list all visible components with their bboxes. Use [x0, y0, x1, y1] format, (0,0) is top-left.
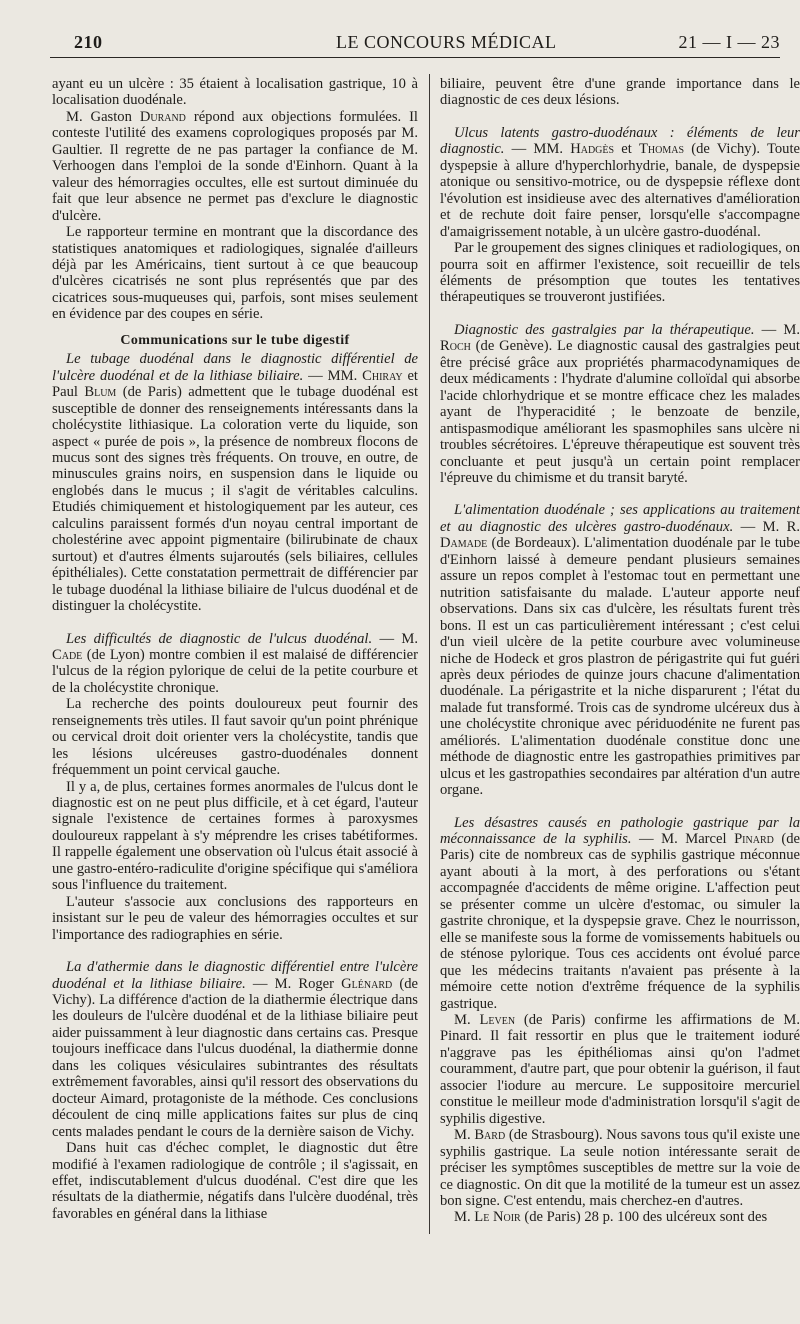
author-name: Glénard — [341, 975, 393, 992]
paragraph: M. Gaston Durand répond aux objections formulées. Il conteste l'utilité des examens coprologiques proposés par M. Gaultier. Il regrette de ne pas partager la confiance de M. Verhoogen dans l'emploi de la sonde d'Einhorn. Quant à la valeur des hémorragies occultes, elle est surtout diminuée du fait que leur absence ne permet pas d'exclure le diagnostic d'ulcère. — [52, 108, 418, 224]
paragraph: Le rapporteur termine en montrant que la discordance des statistiques anatomiques et radiologiques, signalée d'ailleurs déjà par les Américains, tient surtout à ce que beaucoup d'ulcères cicatrisés ne sont plus représentés que par des cicatrices sous-muqueuses qui, parfois, sont mises seulement en évidence par des coupes en série. — [52, 224, 418, 323]
author-name: Durand — [139, 108, 186, 125]
paragraph: La recherche des points douloureux peut fournir des renseignements très utiles. Il faut savoir qu'un point phrénique ou cervical droit doit orienter vers la cholécystite, tandis que les lésions ulcéreuses gastro-duodénales donnent fréquemment un point cervical gauche. — [52, 696, 418, 779]
page-number: 210 — [74, 32, 103, 52]
journal-title: LE CONCOURS MÉDICAL — [336, 32, 557, 52]
communication-title: Les difficultés de diagnostic de l'ulcus duodénal. — [66, 630, 373, 647]
paragraph: L'alimentation duodénale ; ses applications au traitement et au diagnostic des ulcères gastro-duodénaux. — M. R. Damade (de Bordeaux). L'alimentation duodénale par le tube d'Einhorn laissé à demeure pendant plusieurs semaines assure un repos complet à l'estomac tout en permettant une nutrition satisfaisante du malade. L'auteur apporte neuf observations. Dans six cas d'ulcère, les résultats furent très bons. Il est un cas particulièrement intéressant ; c'est celui d'un vieil ulcère de la petite courbure avec volumineuse niche de Hodeck et gros plastron de périgastrite qui fut guéri après deux périodes de quinze jours chacune d'alimentation duodénale. La périgastrite et la niche disparurent ; l'état du malade fut transformé. Trois cas de syndrome ulcéreux dus à une cholécystite chronique avec périduodénite ne furent pas améliorés. L'alimentation duodénale constitue donc une méthode de diagnostic entre les gastropathies primitives par ulcus et les gastropathies secondaires par altération d'un autre organe. — [440, 502, 800, 799]
column-divider — [429, 74, 430, 1234]
paragraph: Il y a, de plus, certaines formes anormales de l'ulcus dont le diagnostic est on ne peut plus difficile, et à cet égard, l'auteur signale l'existence de certaines formes à paroxysmes douloureux rappelant à s'y méprendre les crises tabétiformes. Il rappelle également une observation où l'ulcus était associé à une gastro-entéro-radiculite d'origine spécifique qui s'améliora sous l'influence du traitement. — [52, 778, 418, 894]
author-name: Blum — [84, 384, 117, 401]
section-heading: Communications sur le tube digestif — [120, 332, 350, 348]
author-name: Bard — [474, 1127, 506, 1144]
author-name: Damade — [440, 535, 488, 552]
paragraph: Les désastres causés en pathologie gastrique par la méconnaissance de la syphilis. — M. Marcel Pinard (de Paris) cite de nombreux cas de syphilis gastrique méconnue ayant abouti à la mort, à des perforations ou s'étant accompagnée d'accidents de même origine. L'affection peut se présenter comme un ulcère d'estomac, ou simuler la gastrite chronique, et la dyspepsie grave. Chez le nourrisson, elle se manifeste sous la forme de vomissements habituels ou de sténose pylorique. Tous ces accidents ont évolué parce que les médecins traitants n'avaient pas présente à la mémoire cette notion d'extrême fréquence de la syphilis gastrique. — [440, 814, 800, 1012]
issue-date: 21 — I — 23 — [678, 32, 780, 52]
paragraph: Les difficultés de diagnostic de l'ulcus duodénal. — M. Cade (de Lyon) montre combien il est malaisé de différencier l'ulcus de la région pylorique de celui de la petite courbure et de la cholécystite chronique. — [52, 630, 419, 696]
author-name: Thomas — [638, 141, 685, 158]
communication-title: Le tubage duodénal dans le diagnostic différentiel de l'ulcère duodénal et de la lithiase biliaire. — [52, 351, 418, 384]
author-name: Le Noir — [474, 1209, 521, 1226]
author-name: Leven — [479, 1012, 516, 1029]
communication-title: L'alimentation duodénale ; ses applications au traitement et au diagnostic des ulcères gastro-duodénaux. — [440, 502, 800, 535]
paragraph: M. Leven (de Paris) confirme les affirmations de M. Pinard. Il fait ressortir en plus que le traitement ioduré n'aggrave pas les épithéliomas ainsi qu'on l'admet couramment, d'autre part, que pour obtenir la guérison, il faut associer l'iodure au mercure. Le suppositoire mercuriel constitue le meilleur mode d'administration lorsqu'il s'agit de syphilis digestive. — [440, 1012, 800, 1127]
communication-title: La d'athermie dans le diagnostic différentiel entre l'ulcère duodénal et la lithiase biliaire. — [52, 959, 418, 992]
author-name: Pinard — [734, 831, 774, 848]
paragraph: Dans huit cas d'échec complet, le diagnostic dut être modifié à l'examen radiologique de contrôle ; il s'agissait, en effet, indiscutablement d'ulcus duodénal. C'est dire que les résultats de la diathermie, négatifs dans l'ulcère duodénal, très favorables en général dans la lithiase — [52, 1140, 418, 1222]
author-name: Roch — [440, 338, 471, 355]
author-name: Chiray — [362, 367, 403, 384]
paragraph: Diagnostic des gastralgies par la thérapeutique. — M. Roch (de Genève). Le diagnostic causal des gastralgies peut être précisé grâce aux propriétés pharmacodynamiques de deux médicaments : l'hydrate d'alumine colloïdal qui absorbe l'acide chlorhydrique et se montre efficace chez les malades ayant de l'hyperacidité ; le benzoate de benzile, antispasmodique améliorant les spasmophiles sans ulcère ni troubles sécrétoires. L'épreuve thérapeutique est souvent très concluante et peut jusqu'à un certain point remplacer l'épreuve du chimisme et du transit baryté. — [440, 321, 800, 486]
paragraph: M. Le Noir (de Paris) 28 p. 100 des ulcéreux sont des — [454, 1209, 768, 1226]
left-column — [52, 76, 418, 1222]
author-name: Hadgès — [570, 141, 615, 158]
header-rule — [50, 57, 780, 58]
paragraph: La d'athermie dans le diagnostic différentiel entre l'ulcère duodénal et la lithiase biliaire. — M. Roger Glénard (de Vichy). La différence d'action de la diathermie électrique dans les douleurs de l'ulcère duodénal et de la lithiase biliaire peut aider puissamment à leur diagnostic dans certains cas. Presque toujours inefficace dans l'ulcus duodénal, la diathermie donne dans les coliques vésiculaires subintrantes des résultats extrêmement favorables, ainsi qu'il ressort des observations du docteur Aimard, protagoniste de la méthode. Ces conclusions découlent de cinq mille applications faites sur plus de cinq cents malades pendant le cours de la dernière saison de Vichy. — [52, 959, 418, 1140]
right-column — [440, 76, 800, 1226]
communication-title: Les désastres causés en pathologie gastrique par la méconnaissance de la syphilis. — [440, 814, 800, 848]
paragraph: L'auteur s'associe aux conclusions des rapporteurs en insistant sur le peu de valeur des hémorragies occultes et sur l'importance des radiographies en série. — [52, 893, 418, 943]
paragraph: Ulcus latents gastro-duodénaux : éléments de leur diagnostic. — MM. Hadgès et Thomas (de Vichy). Toute dyspepsie à allure d'hyperchlorhydrie, banale, de dyspepsie atonique ou sensitivo-motrice, ou de dyspepsie réflexe dont l'évolution est insidieuse avec des alternatives d'amélioration et de rechute doit faire penser, lorsqu'elle s'accompagne d'amaigrissement notable, à un ulcère gastro-duodénal. — [440, 124, 800, 240]
paragraph: Par le groupement des signes cliniques et radiologiques, on pourra soit en affirmer l'existence, soit recueillir de tels éléments de présomption que toutes les tentatives thérapeutiques se trouveront justifiées. — [440, 240, 800, 306]
paragraph: biliaire, peuvent être d'une grande importance dans le diagnostic de ces deux lésions. — [440, 76, 800, 109]
communication-title: Ulcus latents gastro-duodénaux : éléments de leur diagnostic. — [440, 124, 800, 158]
running-head — [52, 30, 780, 54]
paragraph: M. Bard (de Strasbourg). Nous savons tous qu'il existe une syphilis gastrique. La seule notion intéressante serait de préciser les symptômes susceptibles de mettre sur la voie de ce diagnostic. On dit que la motilité de la tumeur est un assez bon signe. C'est entendu, mais cherchez-en d'autres. — [440, 1127, 800, 1209]
author-name: Cade — [52, 646, 83, 663]
paragraph: Le tubage duodénal dans le diagnostic différentiel de l'ulcère duodénal et de la lithiase biliaire. — MM. Chiray et Paul Blum (de Paris) admettent que le tubage duodénal est susceptible de donner des renseignements intéressants dans la cholécystite lithiasique. La coloration verte du liquide, son aspect « purée de pois », la présence de nombreux flocons de mucus sont des signes très fréquents. On trouve, en outre, de minuscules grains noirs, en suspension dans le liquide ou englobés dans le mucus ; il s'agit de véritables calculins. Etudiés chimiquement et histologiquement par les auteur, ces calculins paraissent formés d'un noyau central important de cholestérine avec appoint pigmentaire (bilirubinate de chaux surtout) et d'autres élments sujaroutés (sels biliaires, cellules épithéliales). Cette constatation permettrait de différencier par le tubage duodénal la lithiase biliaire de l'ulcus duodénal et de distinguer la cholécystite. — [52, 351, 419, 615]
communication-title: Diagnostic des gastralgies par la thérapeutique. — [454, 321, 755, 338]
paragraph: ayant eu un ulcère : 35 étaient à localisation gastrique, 10 à localisation duodénale. — [52, 76, 418, 109]
